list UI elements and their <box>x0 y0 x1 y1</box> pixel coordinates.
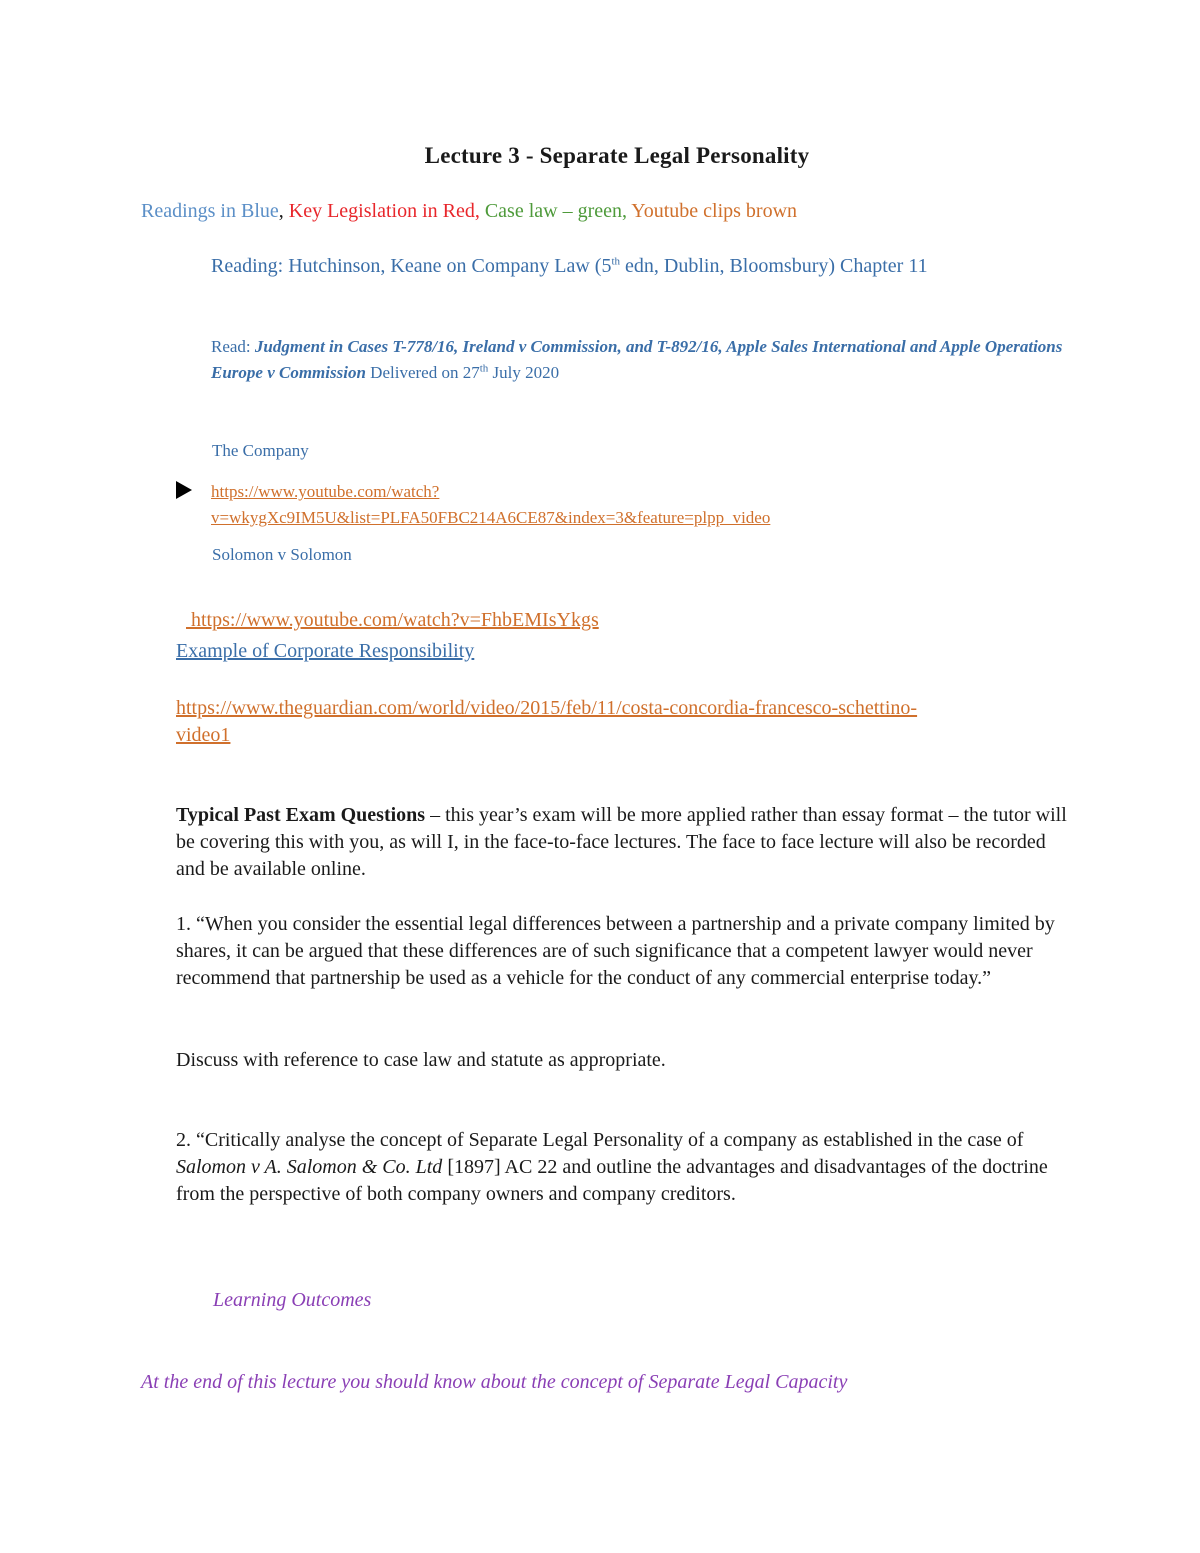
play-arrow-icon <box>175 480 193 506</box>
judgment-date-superscript: th <box>479 362 489 375</box>
judgment-date-end: July 2020 <box>488 363 560 382</box>
youtube-link-1[interactable] <box>211 479 911 531</box>
page-title: Lecture 3 - Separate Legal Personality <box>424 143 810 168</box>
judgment-title: Judgment in Cases T-778/16, Ireland v Commission, and T-892/16, Apple Sales International and Apple Operations Europe v Commission <box>211 337 1063 382</box>
legend-youtube: Youtube clips brown <box>631 200 798 222</box>
youtube-link-1-line1[interactable]: https://www.youtube.com/watch? <box>211 482 440 501</box>
youtube-link-2[interactable]: https://www.youtube.com/watch?v=FhbEMIsYkgs <box>186 609 599 631</box>
guardian-link[interactable] <box>176 695 917 749</box>
exam-question-1-discuss: Discuss with reference to case law and statute as appropriate. <box>176 1049 666 1071</box>
learning-outcome-sentence: At the end of this lecture you should know about the concept of Separate Legal Capacity <box>141 1371 848 1393</box>
reading-text-end: edn, Dublin, Bloomsbury) Chapter 11 <box>620 255 928 277</box>
q2-text: 2. “Critically analyse the concept of Separate Legal Personality of a company as established in the case of <box>176 1129 1024 1151</box>
exam-heading: Typical Past Exam Questions <box>176 804 426 826</box>
read-label: Read: <box>211 337 255 356</box>
solomon-heading: Solomon v Solomon <box>212 545 352 564</box>
q2-text-end: [1897] AC 22 and outline the advantages and disadvantages of the doctrine from the perspective of both company owners and company creditors. <box>176 1156 1048 1205</box>
reading-superscript: th <box>611 255 621 268</box>
reading-reference <box>211 255 928 278</box>
legend-caselaw: Case law – green, <box>484 200 628 222</box>
exam-intro-text: – this year’s exam will be more applied rather than essay format – the tutor will be covering this with you, as will I, in the face-to-face lectures. The face to face lecture will also be recorded and be available online. <box>176 804 1067 880</box>
q2-case-name: Salomon v A. Salomon & Co. Ltd <box>176 1156 443 1178</box>
legend-legislation: Key Legislation in Red, <box>288 200 480 222</box>
exam-question-1: 1. “When you consider the essential legal differences between a partnership and a private company limited by shares, it can be argued that these differences are of such significance that a competent lawyer would never recommend that partnership be used as a vehicle for the conduct of any commercial enterprise today.” <box>176 913 1055 989</box>
youtube-link-1-line2[interactable]: v=wkygXc9IM5U&list=PLFA50FBC214A6CE87&index=3&feature=plpp_video <box>211 508 771 527</box>
corporate-responsibility-link[interactable]: Example of Corporate Responsibility <box>176 640 475 662</box>
legend-separator: , <box>278 200 289 222</box>
exam-intro <box>176 802 1076 883</box>
learning-outcomes-heading: Learning Outcomes <box>213 1289 372 1311</box>
reading-text: Reading: Hutchinson, Keane on Company Law (5 <box>211 255 612 277</box>
the-company-heading: The Company <box>212 441 309 460</box>
guardian-link-line1[interactable]: https://www.theguardian.com/world/video/2015/feb/11/costa-concordia-francesco-schettino- <box>176 697 918 719</box>
guardian-link-line2[interactable]: video1 <box>176 724 231 746</box>
judgment-date: Delivered on 27 <box>365 363 480 382</box>
color-legend <box>141 200 797 223</box>
exam-question-2 <box>176 1127 1076 1208</box>
read-judgment <box>211 334 1071 386</box>
legend-readings: Readings in Blue <box>141 200 279 222</box>
